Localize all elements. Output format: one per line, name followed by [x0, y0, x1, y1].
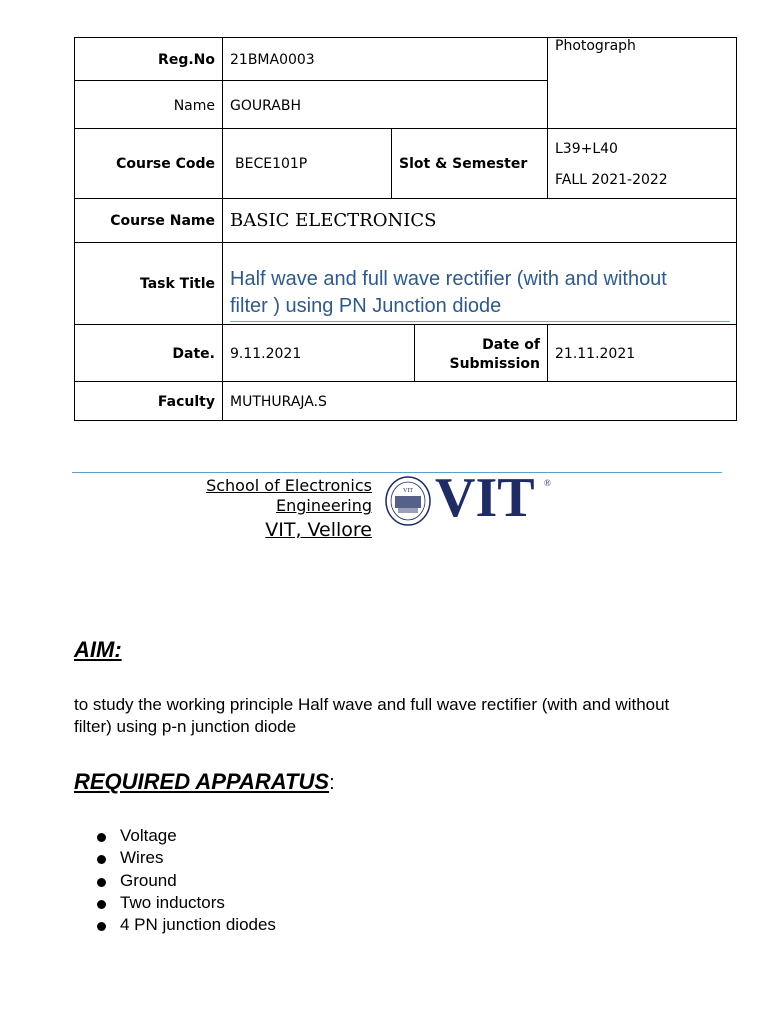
school-location: VIT, Vellore: [265, 519, 372, 541]
submission-label-line-1: Date of: [482, 337, 540, 353]
reg-no-label: Reg.No: [158, 52, 215, 68]
school-name-line-1: School of Electronics: [206, 476, 372, 495]
apparatus-list: [74, 826, 276, 937]
date-label: Date.: [172, 346, 215, 362]
task-title-line-1: Half wave and full wave rectifier (with and without: [230, 268, 667, 290]
registered-mark: ®: [544, 478, 551, 488]
date-value: 9.11.2021: [230, 346, 302, 362]
school-name: [206, 476, 372, 516]
photograph-label: Photograph: [555, 38, 636, 54]
header-separator: [72, 472, 722, 473]
course-code-label: Course Code: [116, 156, 215, 172]
name-value: GOURABH: [230, 98, 301, 114]
semester-value: FALL 2021-2022: [555, 172, 668, 188]
aim-text-line-2: filter) using p-n junction diode: [74, 717, 297, 736]
task-title-value: [230, 266, 667, 320]
submission-value: 21.11.2021: [555, 346, 636, 362]
vit-logo-text: VIT: [435, 467, 535, 529]
course-code-value: BECE101P: [235, 156, 308, 172]
faculty-value: MUTHURAJA.S: [230, 394, 327, 410]
apparatus-colon: :: [329, 772, 335, 794]
apparatus-heading: REQUIRED APPARATUS: [74, 769, 330, 794]
name-label: Name: [173, 98, 215, 114]
course-name-label: Course Name: [110, 213, 215, 229]
list-item: Two inductors: [74, 893, 276, 915]
slot-value: L39+L40: [555, 141, 618, 157]
school-name-line-2: Engineering: [276, 496, 372, 515]
svg-text:VIT: VIT: [403, 488, 413, 494]
aim-text-line-1: to study the working principle Half wave and full wave rectifier (with and without: [74, 695, 670, 714]
aim-text: [74, 694, 669, 738]
aim-heading: AIM:: [74, 637, 122, 662]
vit-seal-icon: [383, 474, 433, 528]
faculty-label: Faculty: [157, 394, 215, 410]
submission-label: [449, 336, 540, 374]
list-item: Voltage: [74, 826, 276, 848]
reg-no-value: 21BMA0003: [230, 52, 315, 68]
apparatus-heading-wrap: [74, 769, 335, 795]
list-item: Wires: [74, 848, 276, 870]
list-item: 4 PN junction diodes: [74, 915, 276, 937]
course-name-value: BASIC ELECTRONICS: [230, 210, 437, 231]
slot-semester-label: Slot & Semester: [399, 156, 528, 172]
list-item: Ground: [74, 871, 276, 893]
submission-label-line-2: Submission: [449, 356, 540, 372]
task-title-line-2: filter ) using PN Junction diode: [230, 295, 502, 317]
task-title-label: Task Title: [139, 276, 215, 292]
